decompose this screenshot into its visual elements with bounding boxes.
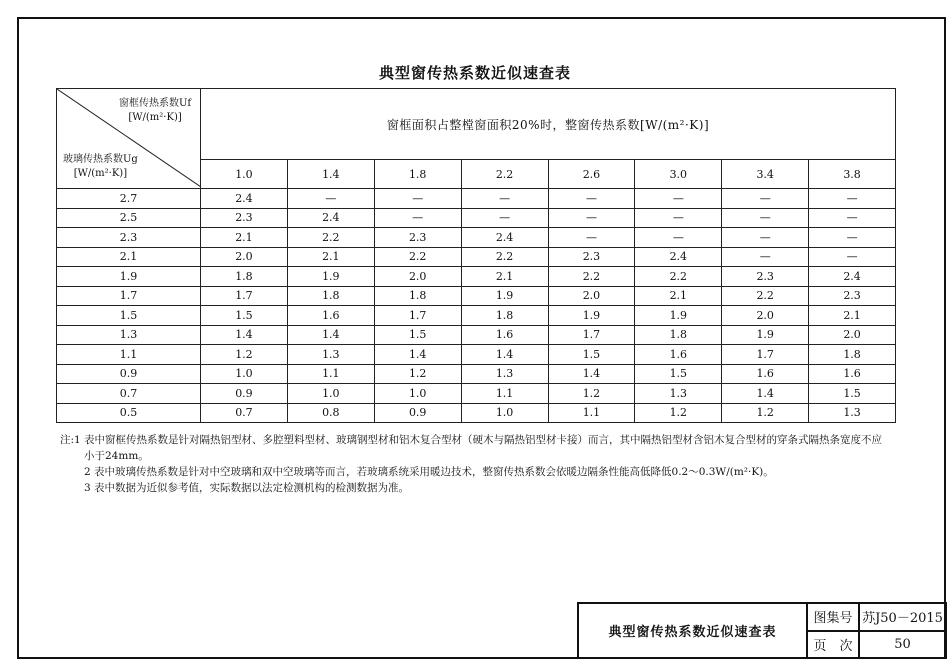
frame-value-header: 2.6 bbox=[548, 160, 635, 189]
value-cell: 0.7 bbox=[201, 403, 288, 423]
value-cell: 1.3 bbox=[809, 403, 896, 423]
glass-value-cell: 2.5 bbox=[57, 208, 201, 228]
value-cell: — bbox=[722, 208, 809, 228]
value-cell: 1.8 bbox=[809, 345, 896, 365]
value-cell: 1.1 bbox=[461, 384, 548, 404]
value-cell: 2.1 bbox=[201, 228, 288, 248]
value-cell: — bbox=[635, 189, 722, 209]
value-cell: — bbox=[809, 208, 896, 228]
glass-value-cell: 1.5 bbox=[57, 306, 201, 326]
value-cell: 2.0 bbox=[201, 247, 288, 267]
frame-value-header: 1.4 bbox=[287, 160, 374, 189]
value-cell: 2.3 bbox=[374, 228, 461, 248]
value-cell: — bbox=[548, 228, 635, 248]
value-cell: 2.2 bbox=[722, 286, 809, 306]
table-row bbox=[57, 208, 896, 228]
value-cell: 0.9 bbox=[374, 403, 461, 423]
value-cell: 1.9 bbox=[287, 267, 374, 287]
value-cell: 2.3 bbox=[548, 247, 635, 267]
value-cell: 2.3 bbox=[809, 286, 896, 306]
value-cell: 2.2 bbox=[548, 267, 635, 287]
table-row bbox=[57, 384, 896, 404]
value-cell: 2.0 bbox=[722, 306, 809, 326]
glass-value-cell: 0.9 bbox=[57, 364, 201, 384]
table-row bbox=[57, 286, 896, 306]
frame-value-header: 3.4 bbox=[722, 160, 809, 189]
note-1-continued: 小于24mm。 bbox=[84, 450, 149, 462]
value-cell: 1.0 bbox=[201, 364, 288, 384]
value-cell: 1.5 bbox=[809, 384, 896, 404]
table-row bbox=[57, 403, 896, 423]
value-cell: 2.4 bbox=[635, 247, 722, 267]
value-cell: 1.8 bbox=[635, 325, 722, 345]
value-cell: 1.5 bbox=[635, 364, 722, 384]
value-cell: 2.2 bbox=[635, 267, 722, 287]
value-cell: 1.4 bbox=[722, 384, 809, 404]
value-cell: 2.3 bbox=[201, 208, 288, 228]
value-cell: — bbox=[548, 189, 635, 209]
glass-value-cell: 1.1 bbox=[57, 345, 201, 365]
value-cell: 2.4 bbox=[287, 208, 374, 228]
value-cell: 2.1 bbox=[461, 267, 548, 287]
value-cell: 2.1 bbox=[809, 306, 896, 326]
table-row bbox=[57, 345, 896, 365]
atlas-number-value: 苏J50－2015 bbox=[859, 603, 946, 631]
value-cell: 2.2 bbox=[374, 247, 461, 267]
table-row bbox=[57, 325, 896, 345]
value-cell: 2.3 bbox=[722, 267, 809, 287]
glass-value-cell: 1.9 bbox=[57, 267, 201, 287]
value-cell: 2.1 bbox=[287, 247, 374, 267]
value-cell: — bbox=[635, 208, 722, 228]
value-cell: — bbox=[722, 228, 809, 248]
value-cell: 1.0 bbox=[374, 384, 461, 404]
value-cell: 1.9 bbox=[722, 325, 809, 345]
glass-value-cell: 1.7 bbox=[57, 286, 201, 306]
frame-value-header: 2.2 bbox=[461, 160, 548, 189]
value-cell: 1.2 bbox=[635, 403, 722, 423]
glass-value-cell: 2.7 bbox=[57, 189, 201, 209]
value-cell: 1.6 bbox=[635, 345, 722, 365]
value-cell: 1.3 bbox=[287, 345, 374, 365]
value-cell: — bbox=[461, 189, 548, 209]
value-cell: 2.1 bbox=[635, 286, 722, 306]
heat-transfer-table bbox=[56, 88, 896, 423]
frame-value-header: 1.0 bbox=[201, 160, 288, 189]
value-cell: 2.4 bbox=[201, 189, 288, 209]
value-cell: 1.5 bbox=[374, 325, 461, 345]
table-row bbox=[57, 364, 896, 384]
value-cell: 1.1 bbox=[287, 364, 374, 384]
value-cell: 1.7 bbox=[722, 345, 809, 365]
title-block-title: 典型窗传热系数近似速查表 bbox=[578, 603, 807, 658]
value-cell: — bbox=[809, 228, 896, 248]
table-row bbox=[57, 267, 896, 287]
value-cell: 0.9 bbox=[201, 384, 288, 404]
value-cell: 1.0 bbox=[287, 384, 374, 404]
frame-coefficient-label: 窗框传热系数Uf [W/(m²·K)] bbox=[119, 98, 192, 123]
value-cell: 2.4 bbox=[461, 228, 548, 248]
value-cell: — bbox=[461, 208, 548, 228]
value-cell: 1.4 bbox=[201, 325, 288, 345]
value-cell: 1.6 bbox=[809, 364, 896, 384]
value-cell: 1.7 bbox=[374, 306, 461, 326]
glass-value-cell: 2.1 bbox=[57, 247, 201, 267]
value-cell: — bbox=[374, 189, 461, 209]
page-label: 页 次 bbox=[807, 631, 859, 659]
value-cell: — bbox=[374, 208, 461, 228]
value-cell: 1.8 bbox=[201, 267, 288, 287]
note-3: 3 表中数据为近似参考值，实际数据以法定检测机构的检测数据为准。 bbox=[84, 482, 410, 494]
table-title: 典型窗传热系数近似速查表 bbox=[378, 64, 571, 82]
value-cell: — bbox=[722, 189, 809, 209]
value-cell: 1.7 bbox=[548, 325, 635, 345]
value-cell: 2.2 bbox=[461, 247, 548, 267]
frame-value-header: 3.8 bbox=[809, 160, 896, 189]
frame-value-header: 1.8 bbox=[374, 160, 461, 189]
value-cell: 1.2 bbox=[201, 345, 288, 365]
value-cell: 1.4 bbox=[287, 325, 374, 345]
value-cell: 1.5 bbox=[548, 345, 635, 365]
note-2: 2 表中玻璃传热系数是针对中空玻璃和双中空玻璃等而言，若玻璃系统采用暖边技术，整窗传热系数会依暖边隔条性能高低降低0.2～0.3W/(m²·K)。 bbox=[84, 466, 774, 478]
value-cell: 1.9 bbox=[548, 306, 635, 326]
value-cell: 1.8 bbox=[287, 286, 374, 306]
value-cell: 1.3 bbox=[635, 384, 722, 404]
value-cell: — bbox=[809, 189, 896, 209]
table-row bbox=[57, 228, 896, 248]
value-cell: 2.0 bbox=[374, 267, 461, 287]
value-cell: — bbox=[722, 247, 809, 267]
page-number: 50 bbox=[859, 631, 946, 659]
value-cell: 1.2 bbox=[374, 364, 461, 384]
value-cell: — bbox=[809, 247, 896, 267]
value-cell: 1.7 bbox=[201, 286, 288, 306]
glass-value-cell: 1.3 bbox=[57, 325, 201, 345]
value-cell: 1.4 bbox=[461, 345, 548, 365]
value-cell: 1.4 bbox=[548, 364, 635, 384]
value-cell: 2.4 bbox=[809, 267, 896, 287]
frame-value-header: 3.0 bbox=[635, 160, 722, 189]
value-cell: — bbox=[287, 189, 374, 209]
value-cell: 1.6 bbox=[722, 364, 809, 384]
note-1: 注:1 表中窗框传热系数是针对隔热铝型材、多腔塑料型材、玻璃钢型材和铝木复合型材（硬木与隔热铝型材卡接）而言，其中隔热铝型材含铝木复合型材的穿条式隔热条宽度不应 bbox=[60, 434, 883, 446]
glass-value-cell: 2.3 bbox=[57, 228, 201, 248]
value-cell: 1.4 bbox=[374, 345, 461, 365]
title-block bbox=[577, 602, 947, 659]
value-cell: 1.0 bbox=[461, 403, 548, 423]
value-cell: 1.6 bbox=[461, 325, 548, 345]
span-header: 窗框面积占整樘窗面积20%时，整窗传热系数[W/(m²·K)] bbox=[201, 89, 896, 160]
value-cell: 1.1 bbox=[548, 403, 635, 423]
value-cell: 0.8 bbox=[287, 403, 374, 423]
value-cell: 1.9 bbox=[635, 306, 722, 326]
value-cell: 1.2 bbox=[548, 384, 635, 404]
glass-value-cell: 0.5 bbox=[57, 403, 201, 423]
value-cell: 1.8 bbox=[461, 306, 548, 326]
value-cell: — bbox=[548, 208, 635, 228]
value-cell: 1.2 bbox=[722, 403, 809, 423]
value-cell: 1.3 bbox=[461, 364, 548, 384]
value-cell: 1.5 bbox=[201, 306, 288, 326]
table-row bbox=[57, 247, 896, 267]
value-cell: 2.0 bbox=[548, 286, 635, 306]
value-cell: 1.8 bbox=[374, 286, 461, 306]
corner-header-cell bbox=[57, 89, 201, 189]
value-cell: — bbox=[635, 228, 722, 248]
value-cell: 2.2 bbox=[287, 228, 374, 248]
table-row bbox=[57, 306, 896, 326]
value-cell: 2.0 bbox=[809, 325, 896, 345]
atlas-number-label: 图集号 bbox=[807, 603, 859, 631]
glass-coefficient-label: 玻璃传热系数Ug [W/(m²·K)] bbox=[63, 154, 138, 179]
value-cell: 1.6 bbox=[287, 306, 374, 326]
table-row bbox=[57, 189, 896, 209]
value-cell: 1.9 bbox=[461, 286, 548, 306]
glass-value-cell: 0.7 bbox=[57, 384, 201, 404]
notes bbox=[60, 432, 900, 496]
